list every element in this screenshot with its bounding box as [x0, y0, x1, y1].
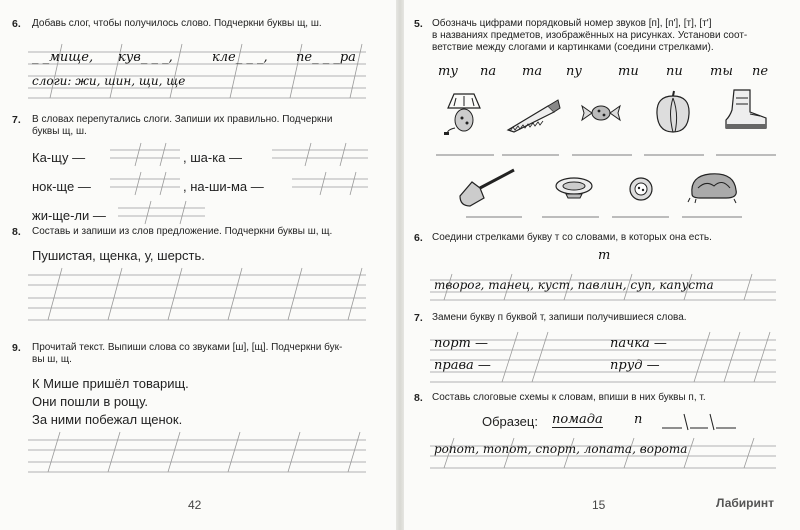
page-number-right: 15: [592, 498, 606, 512]
ex9-instruction-2: вы ш, щ.: [32, 354, 72, 365]
ex7-right-number: 7.: [414, 312, 423, 324]
ex8-number: 8.: [12, 226, 21, 238]
ex5-instruction-1: Обозначь цифрами порядковый номер звуков [п], [п'], [т], [т']: [432, 18, 712, 29]
ex8-right-instruction: Составь слоговые схемы к словам, впиши в них буквы п, т.: [432, 392, 706, 403]
pepper-icon: [652, 90, 694, 134]
ex9-number: 9.: [12, 342, 21, 354]
ex6-instruction: Добавь слог, чтобы получилось слово. Подчеркни буквы щ, ш.: [32, 18, 322, 29]
labirint-logo-text: Лабиринт: [716, 496, 775, 510]
ex8-right-words: ропот, топот, спорт, лопата, ворота: [434, 442, 688, 456]
ex6-right-number: 6.: [414, 232, 423, 244]
ex7-word-2: , ша-ка —: [183, 150, 243, 165]
button-icon: [626, 174, 656, 204]
ex8-sample-letter: п: [634, 412, 643, 427]
lamp-icon: [442, 90, 490, 136]
ex7-word-3: нок-ще —: [32, 179, 91, 194]
ex6-word-1: _ _мище,: [32, 50, 94, 65]
ex6-right-instruction: Соедини стрелками букву т со словами, в которых она есть.: [432, 232, 712, 243]
ex9-instruction-1: Прочитай текст. Выпиши слова со звуками [ш], [щ]. Подчеркни бук-: [32, 342, 343, 353]
ex8-right-number: 8.: [414, 392, 423, 404]
ex7-right-word-2: пачка —: [610, 336, 667, 351]
ex9-text-line-2: Они пошли в рощу.: [32, 394, 148, 409]
ex7-instruction-2: буквы щ, ш.: [32, 126, 87, 137]
ex7-right-word-1: порт —: [434, 336, 488, 351]
syllable-8: пе: [752, 64, 769, 79]
syllable-4: пу: [566, 64, 582, 79]
ex5-number: 5.: [414, 18, 423, 30]
ex6-right-words: творог, танец, куст, павлин, суп, капуста: [434, 278, 714, 292]
labirint-logo: [716, 494, 774, 512]
ex7-instruction-1: В словах перепутались слоги. Запиши их правильно. Подчеркни: [32, 114, 333, 125]
shovel-icon: [456, 166, 516, 210]
ex8-sample-word: помада: [552, 412, 603, 427]
ex6-word-4: пе_ _ _ра: [296, 50, 356, 65]
syllable-1: ту: [438, 64, 458, 79]
syllable-2: па: [480, 64, 497, 79]
ex6-right-letter: т: [598, 248, 611, 263]
ex8-words: Пушистая, щенка, у, шерсть.: [32, 248, 205, 263]
syllable-6: пи: [666, 64, 683, 79]
syllable-3: та: [522, 64, 543, 79]
bowl-icon: [554, 174, 594, 202]
saw-icon: [504, 98, 562, 134]
ex7-right-word-3: права —: [434, 358, 491, 373]
page-left: [0, 0, 396, 530]
ex9-text-line-1: К Мише пришёл товарищ.: [32, 376, 189, 391]
page-number-left: 42: [188, 498, 202, 512]
cottage-cheese-icon: [686, 168, 742, 204]
ex8-sample-label: Образец:: [482, 414, 538, 429]
ex9-text-line-3: За ними побежал щенок.: [32, 412, 183, 427]
ex7-right-instruction: Замени букву п буквой т, запиши получившиеся слова.: [432, 312, 687, 323]
syllable-5: ти: [618, 64, 639, 79]
ex6-syllables-hint: слоги: жи, шин, щи, ще: [32, 74, 186, 88]
ex6-word-2: кув_ _ _,: [118, 50, 173, 65]
ex7-number: 7.: [12, 114, 21, 126]
ex7-right-word-4: пруд —: [610, 358, 660, 373]
syllable-7: ты: [710, 64, 733, 79]
ex7-word-4: , на-ши-ма —: [183, 179, 264, 194]
ex5-instruction-3: ветствие между слогами и картинками (соедини стрелками).: [432, 42, 714, 53]
ex8-instruction: Составь и запиши из слов предложение. Подчеркни буквы ш, щ.: [32, 226, 333, 237]
boot-icon: [720, 86, 770, 132]
ex7-word-5: жи-ще-ли —: [32, 208, 106, 223]
candy-icon: [578, 100, 624, 126]
book-gutter: [396, 0, 404, 530]
ex6-word-3: кле_ _ _,: [212, 50, 268, 65]
ex7-word-1: Ка-щу —: [32, 150, 86, 165]
ex5-instruction-2: в названиях предметов, изображённых на рисунках. Установи соот-: [432, 30, 748, 41]
page-right: [404, 0, 800, 530]
ex6-number: 6.: [12, 18, 21, 30]
